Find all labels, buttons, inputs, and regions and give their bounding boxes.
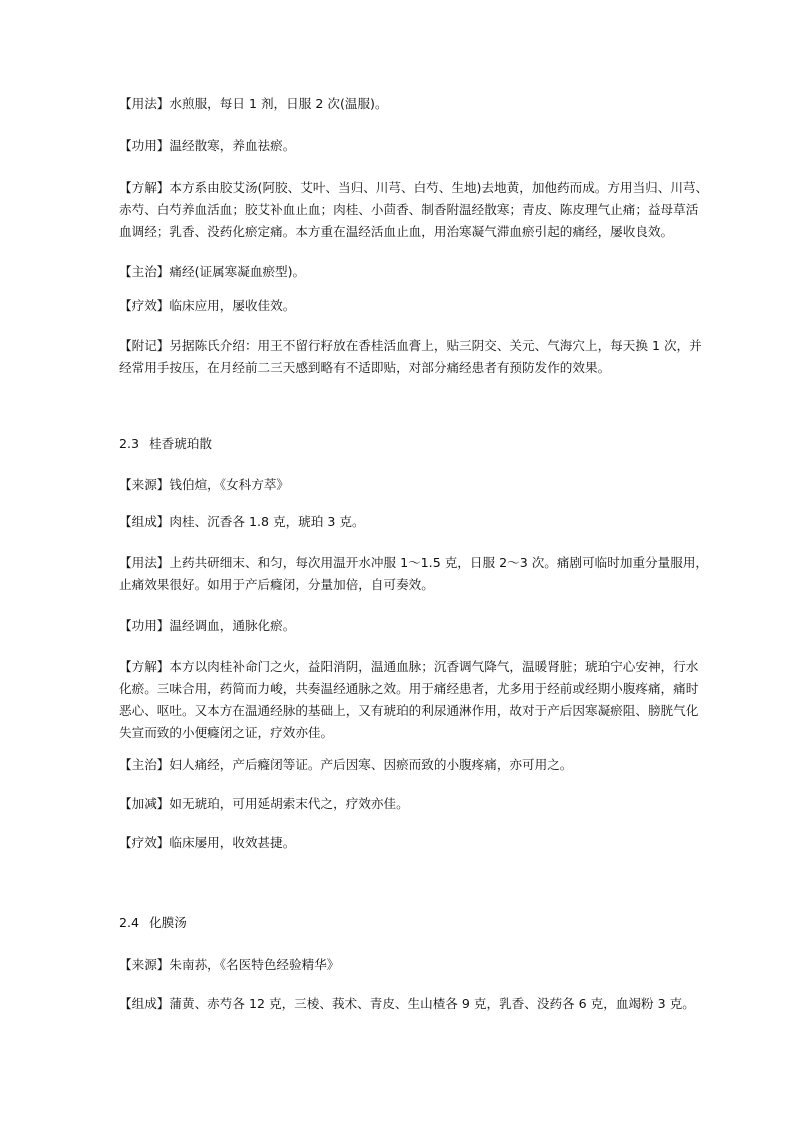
text-line: 赤芍、白芍养血活血；胶艾补血止血；肉桂、小茴香、制香附温经散寒；青皮、陈皮理气止痛；益母草活: [119, 202, 699, 217]
text-line: 【疗效】临床应用，屡收佳效。: [119, 298, 296, 313]
text-line: 【用法】上药共研细末、和匀，每次用温开水冲服 1～1.5 克，日服 2～3 次。痛剧可临时加重分量服用，: [119, 555, 709, 570]
text-line: 止痛效果很好。如用于产后癃闭，分量加倍，自可奏效。: [119, 577, 434, 592]
indication-paragraph: [119, 261, 679, 283]
text-line: 【方解】本方系由胶艾汤(阿胶、艾叶、当归、川芎、白芍、生地)去地黄，加他药而成。方用当归、川芎、: [119, 180, 709, 195]
text-line: 【功用】温经散寒，养血祛瘀。: [119, 138, 296, 153]
source-paragraph: [119, 954, 679, 976]
text-line: 血调经；乳香、没药化瘀定痛。本方重在温经活血止血，用治寒凝气滞血瘀引起的痛经，屡收良效。: [119, 224, 674, 239]
modification-paragraph: [119, 793, 679, 815]
text-line: 经常用手按压，在月经前二三天感到略有不适即贴，对部分痛经患者有预防发作的效果。: [119, 360, 611, 375]
usage-paragraph: [119, 552, 709, 596]
function-paragraph: [119, 615, 679, 637]
section-number: 2.4: [119, 915, 140, 930]
section-title: 化膜汤: [149, 915, 187, 930]
text-line: 【方解】本方以肉桂补命门之火，益阳消阴，温通血脉；沉香调气降气，温暖肾脏；琥珀宁心安神，行水: [119, 659, 699, 674]
source-paragraph: [119, 474, 679, 496]
usage-paragraph: [119, 93, 679, 115]
text-line: 【加减】如无琥珀，可用延胡索末代之，疗效亦佳。: [119, 796, 409, 811]
text-line: 【主治】痛经(证属寒凝血瘀型)。: [119, 264, 306, 279]
section-number: 2.3: [119, 436, 140, 451]
explanation-paragraph: [119, 177, 709, 243]
appendix-paragraph: [119, 335, 702, 379]
section-heading-2-4: [119, 912, 187, 934]
text-line: 恶心、呕吐。又本方在温通经脉的基础上，又有琥珀的利尿通淋作用，故对于产后因寒凝瘀阻、膀胱气化: [119, 703, 699, 718]
function-paragraph: [119, 135, 679, 157]
indication-paragraph: [119, 754, 679, 776]
explanation-paragraph: [119, 656, 699, 744]
composition-paragraph: [119, 511, 679, 533]
section-title: 桂香琥珀散: [149, 436, 212, 451]
text-line: 【组成】肉桂、沉香各 1.8 克，琥珀 3 克。: [119, 514, 365, 529]
efficacy-paragraph: [119, 295, 679, 317]
text-line: 化瘀。三味合用，药简而力峻，共奏温经通脉之效。用于痛经患者，尤多用于经前或经期小腹疼痛，痛时: [119, 681, 699, 696]
text-line: 【来源】朱南荪，《名医特色经验精华》: [119, 957, 340, 972]
text-line: 【功用】温经调血，通脉化瘀。: [119, 618, 296, 633]
composition-paragraph: [119, 993, 695, 1015]
text-line: 【主治】妇人痛经，产后癃闭等证。产后因寒、因瘀而致的小腹疼痛，亦可用之。: [119, 757, 573, 772]
text-line: 失宣而致的小便癃闭之证，疗效亦佳。: [119, 725, 334, 740]
text-line: 【附记】另据陈氏介绍：用王不留行籽放在香桂活血膏上，贴三阴交、关元、气海穴上，每天换 1 次，并: [119, 338, 702, 353]
text-line: 【用法】水煎服，每日 1 剂，日服 2 次(温服)。: [119, 96, 388, 111]
text-line: 【来源】钱伯煊，《女科方萃》: [119, 477, 290, 492]
section-heading-2-3: [119, 433, 212, 455]
text-line: 【组成】蒲黄、赤芍各 12 克，三棱、莪术、青皮、生山楂各 9 克，乳香、没药各 6 克，血竭粉 3 克。: [119, 996, 695, 1011]
efficacy-paragraph: [119, 832, 679, 854]
text-line: 【疗效】临床屡用，收效甚捷。: [119, 835, 296, 850]
